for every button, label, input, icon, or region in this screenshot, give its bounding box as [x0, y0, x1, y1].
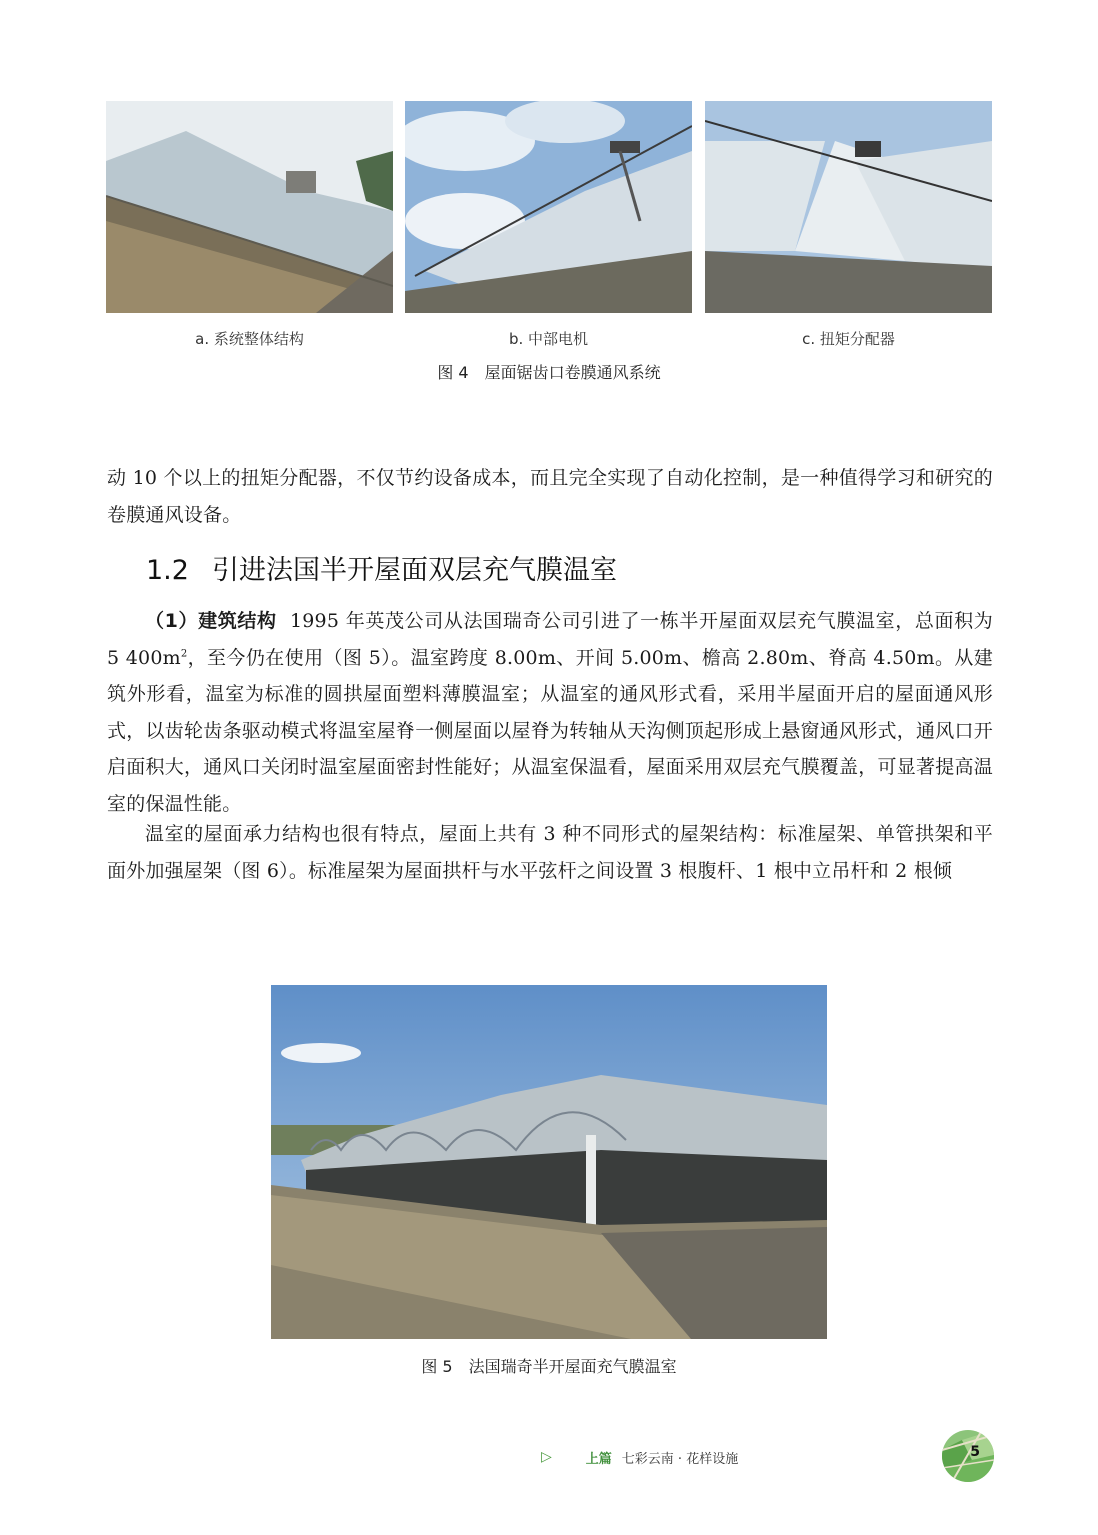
paragraph-lead: （1）建筑结构 [145, 610, 277, 632]
continuation-paragraph: 动 10 个以上的扭矩分配器，不仅节约设备成本，而且完全实现了自动化控制，是一种值得学习和研究的卷膜通风设备。 [107, 467, 993, 526]
figure4-caption-a: a. 系统整体结构 [195, 330, 304, 348]
figure5-photo [271, 985, 827, 1339]
figure4-photo-a [106, 101, 393, 313]
figure5-number: 图 5 [421, 1357, 453, 1376]
figure4-photo-b [405, 101, 692, 313]
superscript-2: 2 [180, 648, 188, 660]
figure5-title-text: 法国瑞奇半开屋面充气膜温室 [468, 1357, 677, 1376]
paragraph-structure [107, 603, 993, 822]
paragraph-roof-structure: 温室的屋面承力结构也很有特点，屋面上共有 3 种不同形式的屋架结构：标准屋架、单管拱架和平面外加强屋架（图 6）。标准屋架为屋面拱杆与水平弦杆之间设置 3 根腹杆、1 根中立吊杆和 2 根倾 [107, 823, 993, 882]
map-pattern-icon [942, 1430, 994, 1482]
figure4-number: 图 4 [437, 363, 469, 382]
footer-book-title: 七彩云南 · 花样设施 [621, 1451, 739, 1467]
figure5-title [0, 1354, 1098, 1377]
figure4-caption-c: c. 扭矩分配器 [802, 330, 895, 348]
section-number: 1.2 [146, 555, 189, 586]
section-heading [146, 548, 617, 587]
section-title: 引进法国半开屋面双层充气膜温室 [212, 555, 617, 586]
paragraph-text-a: 1995 年英茂公司从法国瑞奇公司引进了一栋半开屋面双层充气膜温室，总面积为 5 400m [107, 610, 994, 669]
page-footer [541, 1447, 738, 1467]
page-number-badge [942, 1430, 994, 1482]
figure4-photo-c [705, 101, 992, 313]
footer-section: 上篇 [585, 1451, 612, 1467]
figure4-title [0, 360, 1098, 383]
page-number: 5 [970, 1444, 980, 1460]
figure4-title-text: 屋面锯齿口卷膜通风系统 [484, 363, 661, 382]
paragraph-text-b: ，至今仍在使用（图 5）。温室跨度 8.00m、开间 5.00m、檐高 2.80m、脊高 4.50m。从建筑外形看，温室为标准的圆拱屋面塑料薄膜温室；从温室的通风形式看，采用半屋面开启的屋面通风形式，以齿轮齿条驱动模式将温室屋脊一侧屋面以屋脊为转轴从天沟侧顶起形成上悬窗通风形式，通风口开启面积大，通风口关闭时温室屋面密封性能好；从温室保温看，屋面采用双层充气膜覆盖，可显著提高温室的保温性能。 [107, 646, 993, 815]
figure4-caption-b: b. 中部电机 [508, 330, 589, 348]
play-triangle-icon: ▷ [541, 1449, 552, 1465]
